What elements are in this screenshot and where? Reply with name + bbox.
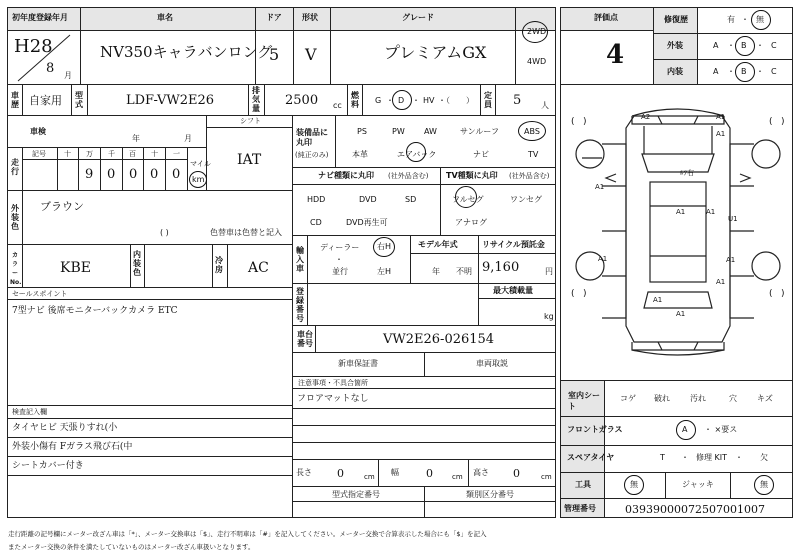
mgmt-no: 03939000072507001007 (625, 503, 765, 516)
digit-label-5: 一 (173, 150, 180, 158)
capacity: 5 (513, 93, 522, 108)
tools-value: 無 (630, 480, 638, 489)
reg-no-label: 登録番号 (296, 287, 304, 323)
int-a: A (713, 67, 719, 76)
usage: 自家用 (29, 94, 62, 107)
import-label: 輸入車 (296, 246, 304, 273)
paren-tr-r: ) (781, 117, 785, 127)
nav-hdd: HDD (307, 195, 326, 204)
damage-mark: A1 (653, 296, 663, 304)
equip-abs: ABS (524, 127, 540, 136)
jack-label: ジャッキ (682, 480, 714, 489)
paren-bl-r: ) (583, 289, 587, 299)
ext-dot1: ・ (727, 41, 735, 50)
car-name-label: 車名 (157, 13, 173, 22)
equip-sunroof: サンルーフ (460, 127, 499, 136)
import-dot: ・ (335, 255, 343, 264)
interior-label: 内装 (667, 67, 683, 76)
sales-point: 7型ナビ 後席モニターバックカメラ ETC (12, 306, 178, 316)
damage-mark: ﾙﾌ右 (680, 169, 694, 177)
repair-dot: ・ (741, 15, 749, 24)
damage-mark: A1 (676, 208, 686, 216)
airbag-circle (406, 142, 426, 162)
color-no-label: カラーNo. (10, 252, 22, 286)
mileage-symbol-label: 記号 (32, 150, 46, 158)
ext-b: B (741, 41, 747, 50)
nav-header-sub: (社外品含む) (388, 172, 429, 180)
exterior-color-paren: ( ) (160, 228, 169, 237)
drive-4wd: 4WD (527, 57, 547, 66)
exterior-label: 外装 (667, 41, 683, 50)
month-unit: 月 (64, 71, 72, 80)
ac: AC (248, 260, 269, 276)
inspector-line-3: シートカバー付き (12, 461, 84, 471)
tv-header-sub: (社外品含む) (509, 172, 550, 180)
shift: IAT (237, 152, 262, 168)
seat-hole: 穴 (729, 394, 737, 403)
exterior-color: ブラウン (40, 200, 84, 213)
paren-tl-l: ( (571, 117, 575, 127)
score-label: 評価点 (594, 13, 618, 22)
digit-label-4: 十 (151, 150, 158, 158)
spare-label: スペアタイヤ (567, 453, 615, 462)
equipment-sub-label: (純正のみ) (295, 151, 329, 159)
caution-value: フロアマットなし (297, 394, 369, 404)
length-value: 0 (337, 467, 344, 480)
damage-mark: A2 (641, 113, 651, 121)
model-year-label: モデル年式 (418, 240, 458, 249)
seat-burn: コゲ (620, 394, 636, 403)
damage-mark: A1 (716, 130, 726, 138)
capacity-label: 定員 (484, 91, 492, 109)
paren-br-r: ) (781, 289, 785, 299)
mile-label: マイル (190, 160, 211, 168)
int-c: C (771, 67, 777, 76)
first-reg-era: H28 (14, 36, 53, 57)
damage-mark: U1 (728, 215, 738, 223)
spare-kit: 修理 KIT (696, 453, 728, 462)
seat-scratch: キズ (757, 394, 773, 403)
seat-tear: 破れ (654, 394, 670, 403)
fuel-g: G (375, 96, 382, 105)
import-parallel: 並行 (332, 267, 348, 276)
model-year-unknown: 不明 (456, 267, 472, 276)
height-value: 0 (513, 467, 520, 480)
doors: 5 (269, 45, 280, 64)
width-unit: cm (452, 473, 463, 481)
seat-label: 室内シート (568, 391, 600, 411)
cc-unit: cc (333, 101, 342, 110)
damage-mark: A1 (716, 278, 726, 286)
ext-c: C (771, 41, 777, 50)
footer-line-2: またメーター交換の条件を満たしていないものはメーター改ざん車扱いとなります。 (8, 543, 255, 551)
damage-mark: A1 (726, 256, 736, 264)
mileage-label: 走行 (11, 158, 19, 176)
glass-label: フロントガラス (567, 425, 623, 434)
shift-label: シフト (240, 117, 261, 125)
sales-point-label: セールスポイント (12, 290, 68, 298)
footer-line-1: 走行距離の記号欄にメーター改ざん車は「*」、メーター交換車は「$」、走行不明車は「#」を記入してください。メーター交換で合算表示した場合にも「$」を記入 (8, 530, 487, 538)
first-reg-month: 8 (46, 61, 55, 76)
equip-navi: ナビ (473, 150, 489, 159)
equip-pw: PW (392, 127, 405, 136)
paren-tr-l: ( (769, 117, 773, 127)
ext-dot2: ・ (756, 41, 764, 50)
category-label: 類別区分番号 (466, 490, 514, 499)
chassis-no: VW2E26-026154 (383, 332, 495, 347)
interior-color-label: 内装色 (133, 250, 141, 277)
fuel-d: D (398, 96, 405, 105)
recycle-label: リサイクル預託金 (482, 240, 545, 249)
nav-cd: CD (310, 218, 322, 227)
first-reg-label: 初年度登録年月 (12, 13, 68, 22)
shaken-month: 月 (184, 134, 192, 143)
km-label: km (192, 175, 205, 184)
kg-unit: kg (544, 312, 554, 321)
mileage-digit: 0 (150, 167, 159, 182)
grade: プレミアムGX (384, 43, 487, 62)
damage-mark: A1 (676, 310, 686, 318)
displacement: 2500 (285, 93, 319, 108)
damage-mark: A1 (716, 113, 726, 121)
glass-need: ・ ×要ス (704, 425, 738, 434)
ext-a: A (713, 41, 719, 50)
shape-label: 形状 (302, 13, 318, 22)
model-label: 型式 (75, 91, 83, 109)
height-unit: cm (541, 473, 552, 481)
nav-sd: SD (405, 195, 417, 204)
mgmt-label: 管理番号 (564, 504, 596, 513)
digit-label-1: 万 (86, 150, 93, 158)
type-designation-label: 型式指定番号 (332, 490, 380, 499)
mileage-digit: 0 (129, 167, 138, 182)
nav-dvd: DVD (359, 195, 377, 204)
fuel-other: ・（ ） (438, 96, 474, 105)
fuel-label: 燃料 (351, 91, 359, 109)
int-dot1: ・ (727, 67, 735, 76)
person-unit: 人 (541, 101, 549, 110)
type-label: 車歴 (11, 91, 19, 109)
jack-value: 無 (760, 480, 768, 489)
nav-dvd-playback: DVD再生可 (346, 218, 388, 227)
fuel-sep1: ・ (386, 96, 394, 105)
door-label: ドア (266, 13, 282, 22)
caution-label: 注意事項・不具合箇所 (298, 379, 368, 387)
handle-left: 左H (377, 267, 392, 276)
repair-label: 修復歴 (664, 15, 688, 24)
nav-header: ナビ種類に丸印 (318, 171, 374, 180)
paren-bl-l: ( (571, 289, 575, 299)
recycle-value: 9,160 (482, 260, 520, 275)
equip-airbag: エアバック (397, 150, 437, 159)
int-dot2: ・ (756, 67, 764, 76)
handle-right: 右H (377, 242, 392, 251)
tools-label: 工具 (575, 480, 591, 489)
fuel-hv: HV (423, 96, 435, 105)
paren-br-l: ( (769, 289, 773, 299)
shaken-label: 車検 (30, 127, 46, 136)
inspector-line-1: タイヤヒビ 天張りすれ(小 (12, 423, 118, 433)
equip-aw: AW (424, 127, 437, 136)
model-year-unit: 年 (432, 267, 440, 276)
equip-ps: PS (357, 127, 367, 136)
ac-label: 冷房 (215, 256, 223, 274)
spare-t: T (660, 453, 665, 462)
repair-yes: 有 (727, 15, 735, 24)
tv-oneseg: ワンセグ (510, 195, 542, 204)
equip-leather: 本革 (352, 150, 368, 159)
equip-tv: TV (528, 150, 539, 159)
score: 4 (606, 40, 625, 70)
car-damage-diagram (562, 86, 792, 376)
spare-dot1: ・ (681, 453, 689, 462)
model: LDF-VW2E26 (126, 93, 214, 108)
inspector-line-2: 外装小傷有 Fガラス飛び石(中 (12, 442, 133, 452)
damage-mark: A1 (706, 208, 716, 216)
int-b: B (741, 67, 747, 76)
tv-fullseg: フルセグ (452, 195, 484, 204)
import-dealer: ディーラー (320, 243, 360, 252)
digit-label-0: 十 (64, 150, 71, 158)
inspector-label: 検査記入欄 (12, 408, 47, 416)
shaken-year: 年 (132, 134, 140, 143)
width-value: 0 (426, 467, 433, 480)
seat-stain: 汚れ (690, 394, 706, 403)
spare-dot2: ・ (735, 453, 743, 462)
shape: V (305, 45, 317, 64)
digit-label-2: 千 (108, 150, 115, 158)
paren-tl-r: ) (583, 117, 587, 127)
damage-mark: A1 (598, 255, 608, 263)
exterior-color-label: 外装色 (11, 204, 19, 231)
equipment-label: 装備品に丸印 (296, 128, 328, 147)
max-load-label: 最大積載量 (493, 286, 533, 295)
grade-label: グレード (402, 13, 434, 22)
exterior-color-note: 色替車は色替と記入 (210, 228, 282, 237)
length-unit: cm (364, 473, 375, 481)
drive-2wd: 2WD (527, 27, 547, 36)
width-label: 幅 (391, 468, 399, 477)
chassis-label: 車台番号 (297, 330, 313, 348)
fuel-sep2: ・ (412, 96, 420, 105)
tv-analog: アナログ (455, 218, 487, 227)
mileage-digit: 0 (172, 167, 181, 182)
mileage-digit: 0 (107, 167, 116, 182)
recycle-unit: 円 (545, 267, 553, 276)
digit-label-3: 百 (129, 150, 136, 158)
spare-none: 欠 (760, 453, 768, 462)
repair-no: 無 (756, 15, 764, 24)
car-name: NV350キャラバンロング (100, 43, 273, 61)
height-label: 高さ (473, 468, 489, 477)
damage-mark: A1 (595, 183, 605, 191)
fullseg-circle (455, 186, 477, 208)
vehicle-manual: 車両取説 (476, 359, 508, 368)
mileage-digit: 9 (85, 167, 94, 182)
tv-header: TV種類に丸印 (446, 171, 498, 180)
glass-a: A (682, 425, 688, 434)
color-no: KBE (60, 260, 91, 276)
length-label: 長さ (296, 468, 312, 477)
displacement-label: 排気量 (252, 86, 260, 113)
new-car-warranty: 新車保証書 (338, 359, 378, 368)
